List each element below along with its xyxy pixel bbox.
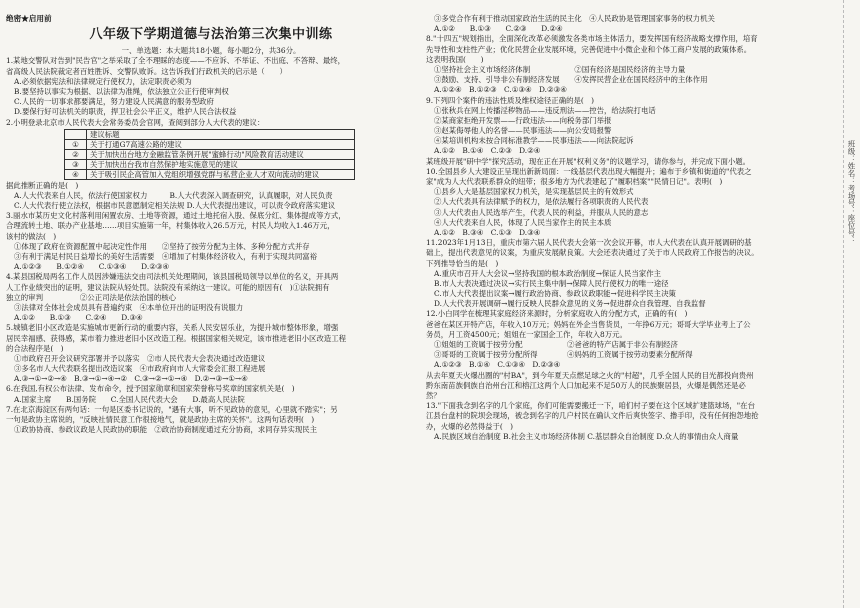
text-line: 某班级开展"研中学"探究活动，现在正在开展"权利义务"的议题学习，请你参与，并完成下面小题。 bbox=[426, 156, 751, 166]
table-cell: 关于加快出台地方金融监管条例开展"蜜蜂行动"风险教育活动建议 bbox=[87, 149, 355, 159]
binding-margin-note: 班级：姓名：考场号：座位号： bbox=[847, 140, 856, 244]
text-line: 爸爸在某区开特产店，年收入10万元；妈妈在外企当售货员，一年挣6万元；哥哥大学毕业考上了公 bbox=[426, 319, 751, 329]
text-line: 11.2023年1月13日，重庆市第六届人民代表大会第一次会议开幕，市人大代表在认真开展调研的基 bbox=[426, 238, 752, 248]
table-row bbox=[65, 169, 355, 179]
text-line: 先导性和支柱性产业；优化民营企业发展环境，完善促进中小微企业和个体工商户发展的政策体系。 bbox=[426, 44, 752, 54]
table-header-row bbox=[65, 129, 355, 139]
table-cell: 关于加快出台我市自然保护地实施意见的建议 bbox=[87, 159, 355, 169]
right-column bbox=[426, 14, 840, 442]
text-line: 一句是政协主席说的，"反映社情民意工作很接地气，就是政协主席的关怀"。这两句话表明( ) bbox=[6, 415, 315, 424]
option-line: ①县乡人大是基层国家权力机关，是实现基层民主的有效形式 bbox=[434, 187, 634, 197]
text-line: 5.城镇老旧小区改造是实施城市更新行动的重要内容，关系人民安居乐业，为提升城市整体形象，增强 bbox=[6, 323, 339, 333]
section-heading: 一、单选题：本大题共18小题，每小题2分，共36分。 bbox=[121, 46, 301, 56]
option-line: ②某商家拒绝开发票——行政违法——向税务部门举报 bbox=[434, 115, 612, 125]
option-line: A.人大代表来自人民，依法行使国家权力 B.人大代表深入调查研究，认真履职，对人民负责 bbox=[14, 190, 333, 200]
table-cell: 关于打通G7高速公路的建议 bbox=[87, 139, 355, 149]
table-cell: ④ bbox=[65, 169, 87, 179]
table-cell: 关于吸引民企高管加入党组织增强党群与私营企业人才双向流动的建议 bbox=[87, 169, 355, 179]
secret-label: 绝密★启用前 bbox=[6, 14, 52, 23]
table-header: 建议标题 bbox=[87, 129, 355, 139]
text-line: 办，火爆的必然得益于( ) bbox=[426, 421, 514, 431]
text-line: 务员，月工资4500元；姐姐在一家国企工作，年收入8万元。 bbox=[426, 329, 627, 339]
page-title: 八年级下学期道德与法治第三次集中训练 bbox=[89, 27, 333, 43]
option-line: ①体现了政府在资源配置中起决定性作用 ②坚持了按劳分配为主体、多种分配方式并存 bbox=[14, 241, 310, 251]
option-line: A.③→①→②→④ B.③→①→④→② C.③→②→①→④ D.②→③→①→④ bbox=[14, 374, 248, 384]
option-line: A.①②③ B.①②④ C.①③④ D.②③④ bbox=[14, 262, 170, 272]
option-line: A.①② B.①③ C.②③ D.②④ bbox=[434, 24, 563, 34]
text-line: 江县台盘村的院坝会现场，被念到名字的几户村民在确认文件后爽快签字、撸手印，没有任何抱怨地抢 bbox=[426, 411, 759, 421]
text-line: 独立的审判 ②公正司法是依法治国的核心 bbox=[6, 292, 176, 302]
fold-divider bbox=[843, 0, 844, 608]
option-line: ①市政府召开会议研究部署并予以落实 ②市人民代表大会表决通过改造建议 bbox=[14, 353, 266, 363]
text-line: 这表明我国( ) bbox=[426, 54, 484, 64]
text-line: 9.下列四个案件的违法性质及维权途径正确的是( ) bbox=[426, 95, 595, 105]
text-line: 省高级人民法院裁定者百姓胜诉、交警队败诉。这告诉我们行政机关的启示是（ ） bbox=[6, 66, 287, 76]
option-line: ③人大代表由人民选举产生，代表人民的利益，并服从人民的意志 bbox=[434, 207, 649, 217]
option-line: C.市人大代表提出议案→履行政治协商、参政议政职能→促进科学民主决策 bbox=[434, 289, 676, 299]
table-cell bbox=[65, 129, 87, 139]
text-line: 的合法程序是( ) bbox=[6, 343, 64, 353]
table-row bbox=[65, 159, 355, 169]
table-cell: ② bbox=[65, 149, 87, 159]
option-line: ①政协协商、参政议政是人民政协的职能 ②政治协商制度通过充分协商，求同存异实现民主 bbox=[14, 425, 318, 435]
table-row bbox=[65, 139, 355, 149]
option-line: B.要坚持以事实为根据、以法律为准绳，依法独立公正行使审判权 bbox=[14, 86, 229, 96]
option-line: D.人大代表开展调研→履行反映人民群众意见的义务→促进群众自我管理、自我监督 bbox=[434, 299, 706, 309]
left-lines-b bbox=[6, 181, 416, 436]
text-line: 居民幸福感、获得感，某市着力推进老旧小区改造工程。根据国家相关规定，该市推进老旧小区改造工程 bbox=[6, 333, 346, 343]
text-line: 该村的做法( ) bbox=[6, 231, 57, 241]
option-line: ③多名市人大代表联名提出改造议案 ④市政府向市人大常委会汇报工程进展 bbox=[14, 364, 266, 374]
text-line: 2.小明登录北京市人民代表大会常务委员会官网，查阅到部分人大代表的建议： bbox=[6, 117, 265, 127]
table-row bbox=[65, 149, 355, 159]
text-line: 合理流转土地、联办产业基地……项目实施第一年，村集体收入26.5万元，村民人均收入1.46万元， bbox=[6, 221, 335, 231]
option-line: A.①②④ B.①②③ C.①③④ D.②③④ bbox=[434, 85, 567, 95]
option-line: B.市人大表决通过决议→实行民主集中制→保障人民行使权力的唯一途径 bbox=[434, 278, 669, 288]
text-line: 1.某地交警队对告到"民告官"之举采取了全不理睬的态度——不应诉、不举证、不出庭、不答辩、最终， bbox=[6, 56, 346, 66]
option-line: ③哥哥的工资属于按劳分配所得 ④妈妈的工资属于按劳动要素分配所得 bbox=[434, 350, 693, 360]
option-line: ④人大代表来自人民，体现了人民当家作主的民主本质 bbox=[434, 217, 612, 227]
text-line: 10.全国县乡人大建设正呈现出新新局面：一线基层代表出现大幅提升；遍布于乡镇和街道的"代表之 bbox=[426, 166, 752, 176]
text-line: 家"成为人大代表联系群众的纽带；很多地方为代表建起了"履职档案""民情日记"。表明( ) bbox=[426, 177, 723, 186]
text-line: 黔东南苗族侗族自治州台江和榕江这两个人口加起来不足50万人的民族聚居县，火爆是偶然还是必 bbox=[426, 380, 746, 390]
option-line: ③有利于满足村民日益增长的美好生活需要 ④增加了村集体经济收入，有利于实现共同富裕 bbox=[14, 252, 318, 261]
table-cell: ③ bbox=[65, 159, 87, 169]
option-line: A.民族区域自治制度 B.社会主义市场经济体制 C.基层群众自治制度 D.众人的事情由众人商量 bbox=[434, 431, 739, 441]
text-line: 13."下面我念到名字的几个家庭，你们可能需要搬迁一下，咱们村子要在这个区域扩建篮球场，"在台 bbox=[426, 401, 755, 411]
text-line: 下列推导恰当的是( ) bbox=[426, 258, 499, 268]
option-line: ③鼓励、支持、引导非公有制经济发展 ④发挥民营企业在国民经济中的主体作用 bbox=[434, 75, 708, 85]
option-line: A.重庆市召开人大会议→坚持我国的根本政治制度→保证人民当家作主 bbox=[434, 268, 662, 278]
option-line: A.①② B.③④ C.①③ D.③④ bbox=[434, 227, 541, 237]
text-line: 从去年夏天火爆出圈的"村BA"，到今年夏天点燃足球之火的"村超"，几乎全国人民的目光都投向贵州 bbox=[426, 370, 754, 380]
option-line: A.①② B.①④ C.②③ D.②④ bbox=[434, 146, 541, 156]
text-line: 3.丽水市某历史文化村落利用闲置农房、土地等资源，通过土地托宿入股、保底分红、集体提成等方式， bbox=[6, 211, 346, 221]
table-cell: ① bbox=[65, 139, 87, 149]
option-line: D.要保行好可法机关的职责，捍卫社会公平正义，维护人民合法权益 bbox=[14, 107, 237, 117]
option-line: ④某培训机构未按合同标准教学——民事违法——向法院起诉 bbox=[434, 136, 634, 146]
option-line: ③赵某侮辱他人的名誉——民事违法——向公安局报警 bbox=[434, 126, 612, 136]
option-line: C.人民的一切事求都要满足，努力建设人民满意的服务型政府 bbox=[14, 97, 214, 107]
text-line: 6.在我国,有权公布法律、发布命令，授予国家勋章和国家荣誉称号奖章的国家机关是( ) bbox=[6, 384, 295, 394]
left-lines-a bbox=[6, 56, 416, 127]
option-line: ②人大代表具有法律赋予的权力，是依法履行各项职责的人民代表 bbox=[434, 197, 649, 207]
left-column bbox=[6, 14, 416, 435]
text-line: 12.小白同学在梳理其家庭经济来源时，分析家庭收入的分配方式，正确的有( ) bbox=[426, 309, 688, 319]
text-line: 据此推断正确的是( ) bbox=[6, 180, 79, 190]
option-line: A.①②③ B.①④ C.①③④ D.②③④ bbox=[434, 360, 561, 370]
option-line: A.国家主席 B.国务院 C.全国人民代表大会 D.最高人民法院 bbox=[14, 394, 245, 404]
suggestion-table bbox=[64, 129, 355, 180]
text-line: 8."十四五"规划指出，全面深化改革必须激发各类市场主体活力，要发挥国有经济战略支撑作用，培育 bbox=[426, 34, 758, 44]
text-line: 4.某县国税局两名工作人员因涉嫌违法交由司法机关处理期间，该县国税局领导以单位的名义，开具两 bbox=[6, 272, 339, 282]
option-line: ①坚持社会主义市场经济体制 ②国有经济是国民经济的主导力量 bbox=[434, 64, 686, 74]
text-line: 人工作业绩突出的证明，建议法院从轻处罚。法院没有采纳这一建议。可能的原因有( )①法院拥有 bbox=[6, 282, 330, 292]
option-line: A.必须依据宪法和法律规定行使权力，法定职责必须为 bbox=[14, 76, 192, 86]
option-line: C.人大代表行使立法权，根据市民意愿制定相关法规 D.人大代表提出建议，可以责令政府落实建议 bbox=[14, 201, 336, 211]
text-line: 然？ bbox=[426, 390, 441, 400]
option-line: ③法律对全体社会成员具有普遍约束 ④本单位开出的证明没有说服力 bbox=[14, 302, 244, 312]
text-line: 7.在北京海淀区有两句话：一句是区委书记说的，"遇有大事，听不见政协的意见，心里就不踏实"；另 bbox=[6, 404, 338, 414]
option-line: A.①② B.①③ C.②④ D.③④ bbox=[14, 313, 143, 323]
option-line: ③多党合作有利于推动国家政治生活的民主化 ④人民政协是管理国家事务的权力机关 bbox=[434, 14, 715, 23]
option-line: ①姐姐的工资属于按劳分配 ②爸爸的特产店属于非公有制经济 bbox=[434, 340, 678, 349]
text-line: 础上，提出代表意见的议案，为重庆发展献良策。大会还表决通过了关于市人民政府工作报告的决议。 bbox=[426, 248, 759, 258]
option-line: ①张秋兵在网上传播淫秽物品——违反刑法——控告，给法院打电话 bbox=[434, 105, 656, 115]
